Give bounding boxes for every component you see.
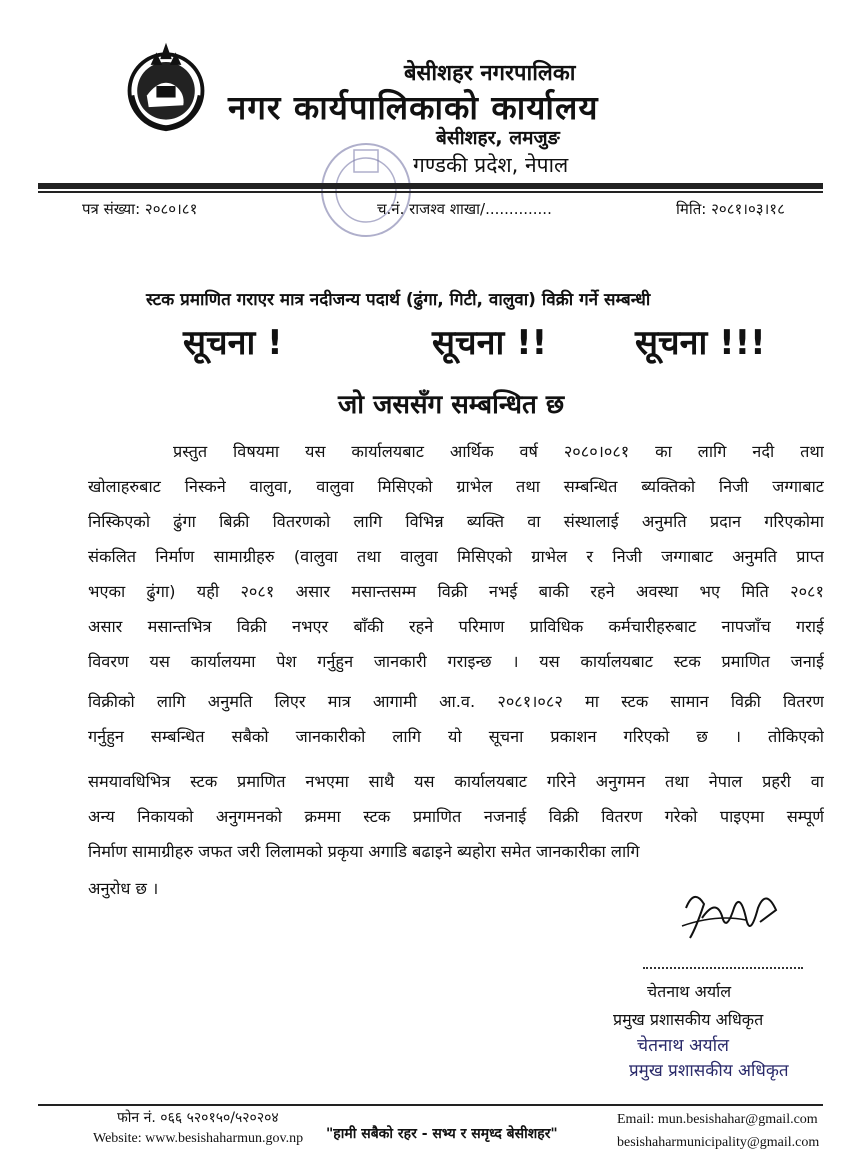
- body-line: विक्रीको लागि अनुमति लिएर मात्र आगामी आ.व. २०८१।०८२ मा स्टक सामान विक्री वितरण: [88, 692, 824, 711]
- municipality-name: बेसीशहर नगरपालिका: [404, 61, 576, 86]
- body-line: समयावधिभित्र स्टक प्रमाणित नभएमा साथै यस कार्यालयबाट गरिने अनुगमन तथा नेपाल प्रहरी वा: [88, 772, 824, 791]
- body-line: भएका ढुंगा) यही २०८१ असार मसान्तसम्म विक्री नभई बाकी रहने अवस्था भए मिति २०८१: [88, 582, 824, 601]
- body-line: निर्माण सामाग्रीहरु जफत जरी लिलामको प्रकृया अगाडि बढाइने ब्यहोरा समेत जानकारीका लागि: [88, 842, 640, 861]
- signatory-designation: प्रमुख प्रशासकीय अधिकृत: [613, 1010, 764, 1029]
- header-rule-thin: [38, 191, 823, 193]
- body-line: प्रस्तुत विषयमा यस कार्यालयबाट आर्थिक वर्ष २०८०।०८१ का लागि नदी तथा: [173, 442, 824, 461]
- header-rule-thick: [38, 183, 823, 189]
- signature-line: [643, 967, 803, 969]
- footer-email: Email: mun.besishahar@gmail.com: [617, 1112, 818, 1127]
- footer-email-2: besishaharmunicipality@gmail.com: [617, 1135, 820, 1150]
- body-line: अनुरोध छ ।: [88, 879, 159, 898]
- notice-heading-1: सूचना !: [183, 323, 283, 363]
- notice-heading-2: सूचना !!: [432, 323, 548, 363]
- body-line: निस्किएको ढुंगा बिक्री वितरणको लागि विभिन्न ब्यक्ति वा संस्थालाई अनुमति प्रदान गरिएकोमा: [88, 512, 824, 531]
- office-title: नगर कार्यपालिकाको कार्यालय: [228, 88, 599, 127]
- body-line: अन्य निकायको अनुगमनको क्रममा स्टक प्रमाणित नजनाई विक्री वितरण गरेको पाइएमा सम्पूर्ण: [88, 807, 824, 826]
- body-line: संकलित निर्माण सामाग्रीहरु (वालुवा तथा वालुवा मिसिएको ग्राभेल र निजी जग्गाबाट अनुमति प्राप्त: [88, 547, 824, 566]
- body-line: गर्नुहुन सम्बन्धित सबैको जानकारीको लागि यो सूचना प्रकाशन गरिएको छ । तोकिएको: [88, 727, 824, 746]
- footer-rule: [38, 1104, 823, 1106]
- notice-heading-3: सूचना !!!: [635, 323, 766, 363]
- footer-slogan: "हामी सबैको रहर - सभ्य र समृध्द बेसीशहर": [326, 1126, 558, 1142]
- body-line: खोलाहरुबाट निस्कने वालुवा, वालुवा मिसिएको ग्राभेल तथा सम्बन्धित ब्यक्तिको निजी जग्गाबाट: [88, 477, 824, 496]
- province-line: गण्डकी प्रदेश, नेपाल: [413, 153, 569, 177]
- signatory-name: चेतनाथ अर्याल: [647, 982, 732, 1001]
- addressee-line: जो जससँग सम्बन्धित छ: [338, 390, 565, 420]
- office-address: बेसीशहर, लमजुङ: [436, 127, 560, 149]
- stamp-signatory-designation: प्रमुख प्रशासकीय अधिकृत: [629, 1061, 789, 1081]
- body-line: असार मसान्तभित्र विक्री नभएर बाँकी रहने परिमाण प्राविधिक कर्मचारीहरुबाट नापजाँच गराई: [88, 617, 824, 636]
- letter-date: मिति: २०८१।०३।१८: [676, 200, 785, 218]
- stamp-signatory-name: चेतनाथ अर्याल: [637, 1036, 729, 1056]
- footer-phone: फोन नं. ०६६ ५२०१५०/५२०२०४: [117, 1110, 279, 1126]
- nepal-emblem-icon: [118, 38, 214, 134]
- handwritten-signature: [676, 878, 784, 950]
- footer-website: Website: www.besishaharmun.gov.np: [93, 1131, 304, 1146]
- dispatch-number: च.नं. राजश्व शाखा/..............: [377, 200, 552, 218]
- letter-number: पत्र संख्या: २०८०।८१: [82, 200, 198, 218]
- notice-subject: स्टक प्रमाणित गराएर मात्र नदीजन्य पदार्थ (ढुंगा, गिटी, वालुवा) विक्री गर्ने सम्बन्धी: [146, 290, 651, 310]
- body-line: विवरण यस कार्यालयमा पेश गर्नुहुन जानकारी गराइन्छ । यस कार्यालयबाट स्टक प्रमाणित जनाई: [88, 652, 824, 671]
